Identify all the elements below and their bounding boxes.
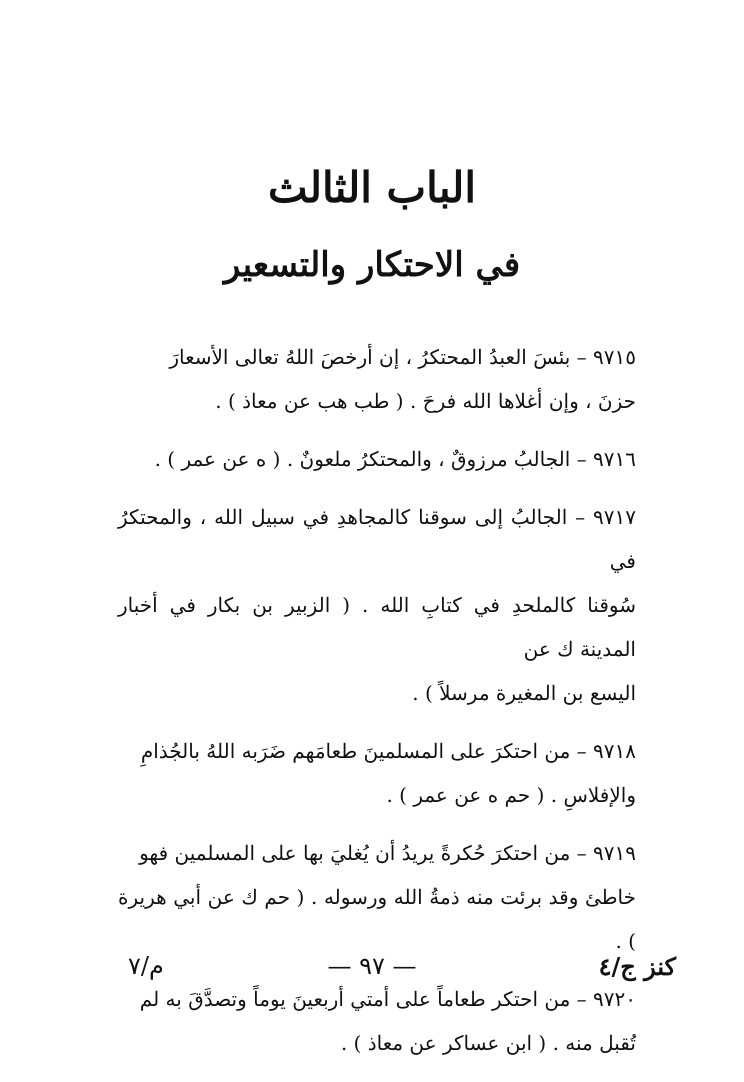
hadith-9717: ٩٧١٧ – الجالبُ إلى سوقنا كالمجاهدِ في سبيل الله ، والمحتكرُ في سُوقنا كالملحدِ في كتابِ الله . ( الزبير بن بكار في أخبار المدينة ك عن اليسع بن المغيرة مرسلاً ) . — [118, 505, 636, 705]
chapter-title: الباب الثالث — [267, 163, 477, 212]
hadith-9716: ٩٧١٦ – الجالبُ مرزوقٌ ، والمحتكرُ ملعونٌ . ( ه عن عمر ) . — [154, 447, 636, 471]
page-footer — [0, 952, 744, 992]
hadith-9715: ٩٧١٥ – بئسَ العبدُ المحتكرُ ، إن أرخصَ اللهُ تعالى الأسعارَ حزنَ ، وإن أغلاها الله فرحَ . ( طب هب عن معاذ ) . — [169, 345, 636, 413]
page-number: — ٩٧ — — [327, 952, 417, 980]
signature-mark: م/٧ — [128, 952, 164, 980]
hadith-9718: ٩٧١٨ – من احتكرَ على المسلمينَ طعامَهم ضَرَبه اللهُ بالجُذامِ والإفلاسِ . ( حم ه عن عمر ) . — [140, 739, 636, 807]
hadith-9720: ٩٧٢٠ – من احتكر طعاماً على أمتي أربعينَ يوماً وتصدَّقَ به لم تُقبل منه . ( ابن عساكر عن معاذ ) . — [139, 987, 636, 1055]
volume-mark: كنز ج/٤ — [598, 952, 676, 981]
chapter-subtitle: في الاحتكار والتسعير — [223, 245, 521, 285]
hadith-9719: ٩٧١٩ – من احتكرَ حُكرةً يريدُ أن يُغليَ بها على المسلمين فهو خاطئ وقد برئت منه ذمةُ الله ورسوله . ( حم ك عن أبي هريرة ) . — [118, 841, 636, 953]
